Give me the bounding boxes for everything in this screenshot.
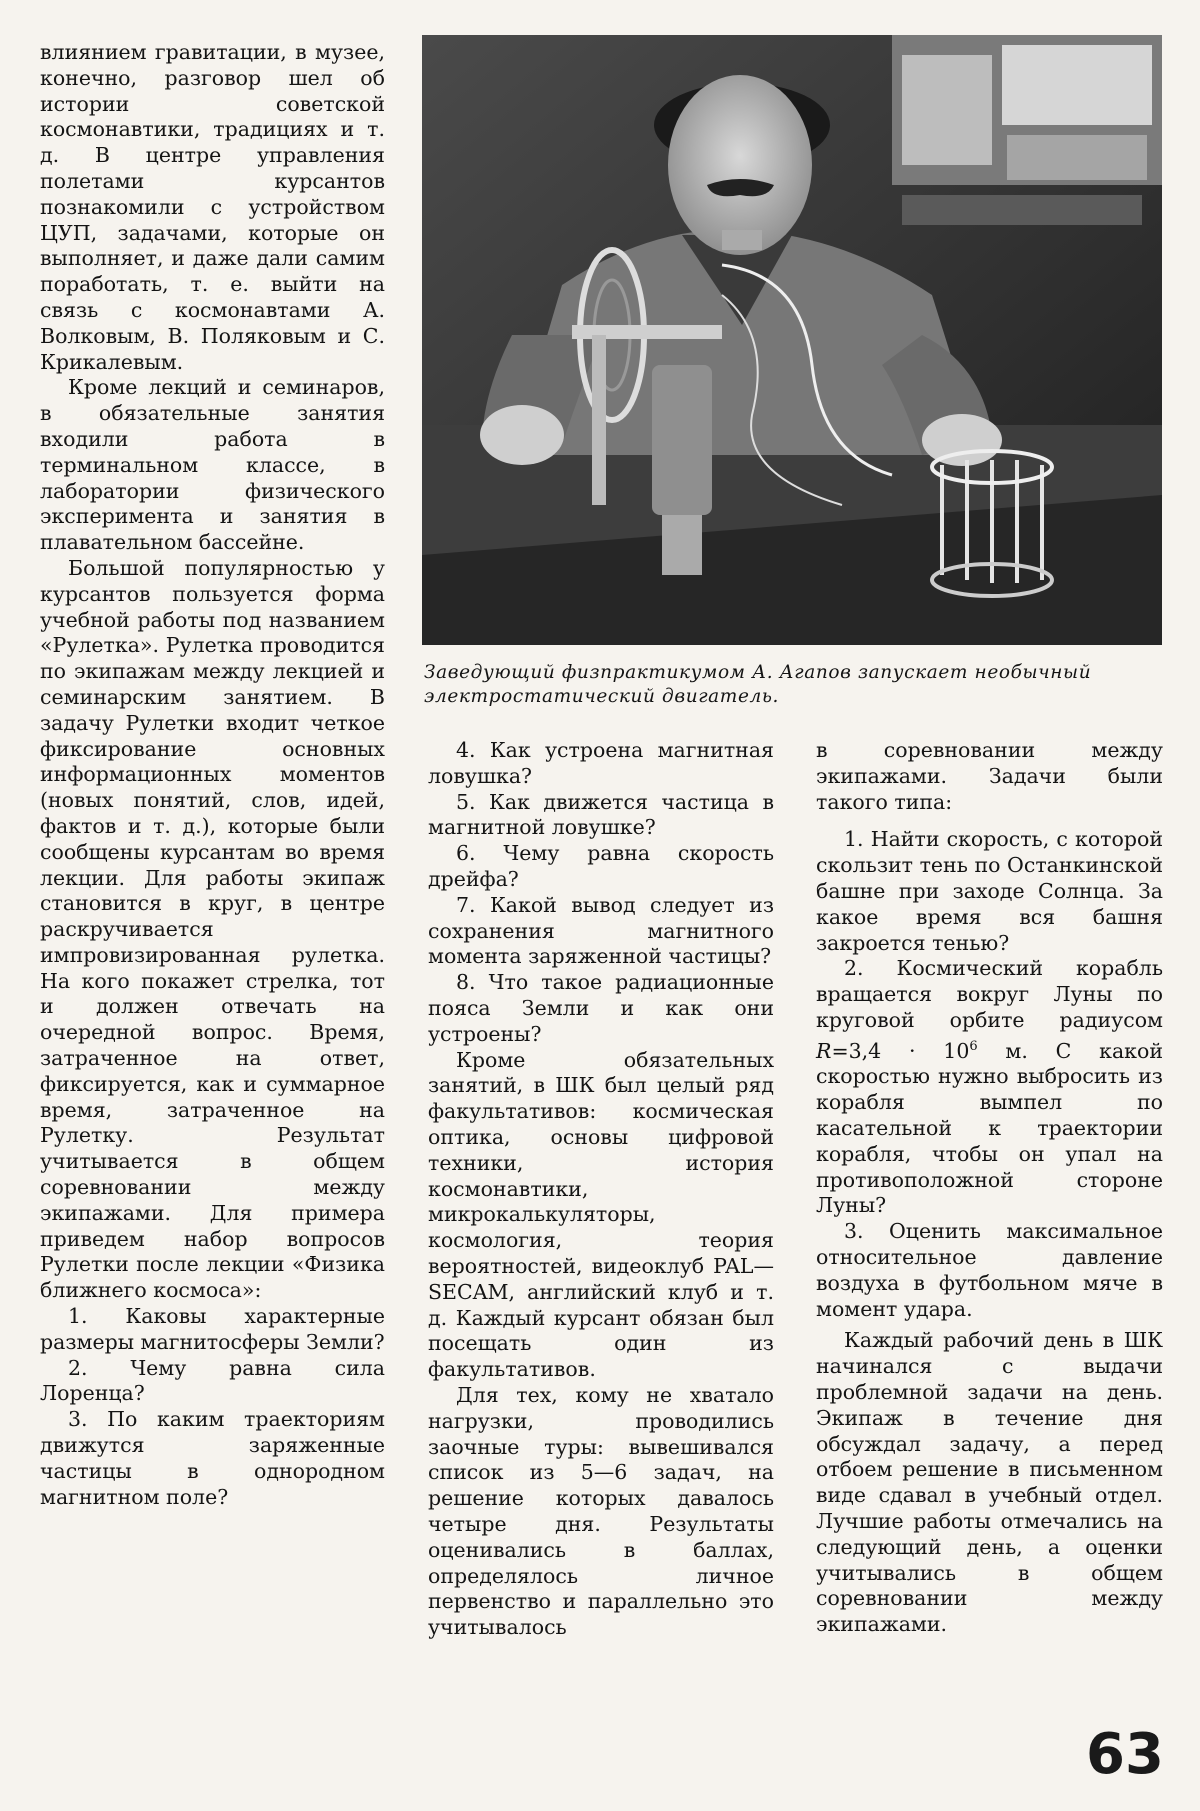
article-column-1 xyxy=(40,40,385,1510)
question-item: 3. По каким траекториям движутся заряженные частицы в однородном магнитном поле? xyxy=(40,1407,385,1509)
paragraph: Каждый рабочий день в ШК начинался с выдачи проблемной задачи на день. Экипаж в течение дня обсуждал задачу, а перед отбоем решение в письменном виде сдавал в учебный отдел. Лучшие работы отмечались на следующий день, а оценки учитывались в общем соревновании между экипажами. xyxy=(816,1328,1163,1637)
task-text: м. С какой скоростью нужно выбросить из корабля вымпел по касательной к траектории корабля, чтобы он упал на противоположной стороне Луны? xyxy=(816,1038,1163,1218)
paragraph: Для тех, кому не хватало нагрузки, проводились заочные туры: вывешивался список из 5—6 задач, на решение которых давалось четыре дня. Результаты оценивались в баллах, определялось личное первенство и параллельно это учитывалось xyxy=(428,1382,774,1640)
exponent: 6 xyxy=(969,1038,978,1054)
photo xyxy=(422,35,1162,645)
paragraph: Кроме обязательных занятий, в ШК был целый ряд факультативов: космическая оптика, основы цифровой техники, история космонавтики, микрокалькуляторы, космология, теория вероятностей, видеоклуб PAL—SECAM, английский клуб и т. д. Каждый курсант обязан был посещать один из факультативов. xyxy=(428,1047,774,1382)
paragraph: Большой популярностью у курсантов пользуется форма учебной работы под названием «Рулетка». Рулетка проводится по экипажам между лекцией и семинарским занятием. В задачу Рулетки входит четкое фиксирование основных информационных моментов (новых понятий, слов, идей, фактов и т. д.), которые были сообщены курсантам во время лекции. Для работы экипаж становится в круг, в центре раскручивается импровизированная рулетка. На кого покажет стрелка, тот и должен отвечать на очередной вопрос. Время, затраченное на ответ, фиксируется, как и суммарное время, затраченное на Рулетку. Результат учитывается в общем соревновании между экипажами. Для примера приведем набор вопросов Рулетки после лекции «Физика ближнего космоса»: xyxy=(40,555,385,1303)
radius-symbol: R xyxy=(816,1038,832,1063)
task-item: 3. Оценить максимальное относительное давление воздуха в футбольном мяче в момент удара. xyxy=(816,1219,1163,1321)
question-item: 4. Как устроена магнитная ловушка? xyxy=(428,738,774,788)
task-item xyxy=(816,956,1163,1219)
question-item: 8. Что такое радиационные пояса Земли и как они устроены? xyxy=(428,970,774,1046)
task-text: =3,4 · 10 xyxy=(831,1038,970,1063)
task-item: 1. Найти скорость, с которой скользит тень по Останкинской башне при заходе Солнца. За какое время вся башня закроется тенью? xyxy=(816,827,1163,955)
page-number: 63 xyxy=(1086,1722,1164,1787)
question-item: 1. Каковы характерные размеры магнитосферы Земли? xyxy=(40,1304,385,1354)
article-column-3 xyxy=(816,738,1163,1638)
paragraph: Кроме лекций и семинаров, в обязательные занятия входили работа в терминальном классе, в лаборатории физического эксперимента и занятия в плавательном бассейне. xyxy=(40,375,385,555)
article-column-2 xyxy=(428,738,774,1641)
photo-caption: Заведующий физпрактикумом А. Агапов запускает необычный электростатический двигатель. xyxy=(424,662,1092,707)
question-item: 5. Как движется частица в магнитной ловушке? xyxy=(428,789,774,840)
task-text: 2. Космический корабль вращается вокруг Луны по круговой орбите радиусом xyxy=(816,956,1163,1032)
question-item: 7. Какой вывод следует из сохранения магнитного момента заряженной частицы? xyxy=(428,892,774,969)
paragraph: влиянием гравитации, в музее, конечно, разговор шел об истории советской космонавтики, традициях и т. д. В центре управления полетами курсантов познакомили с устройством ЦУП, задачами, которые он выполняет, и даже дали самим поработать, т. е. выйти на связь с космонавтами А. Волковым, В. Поляковым и С. Крикалевым. xyxy=(40,40,385,374)
paragraph: в соревновании между экипажами. Задачи были такого типа: xyxy=(816,738,1163,814)
photo-illustration xyxy=(422,35,1162,645)
question-item: 2. Чему равна сила Лоренца? xyxy=(40,1355,385,1406)
question-item: 6. Чему равна скорость дрейфа? xyxy=(428,841,774,891)
